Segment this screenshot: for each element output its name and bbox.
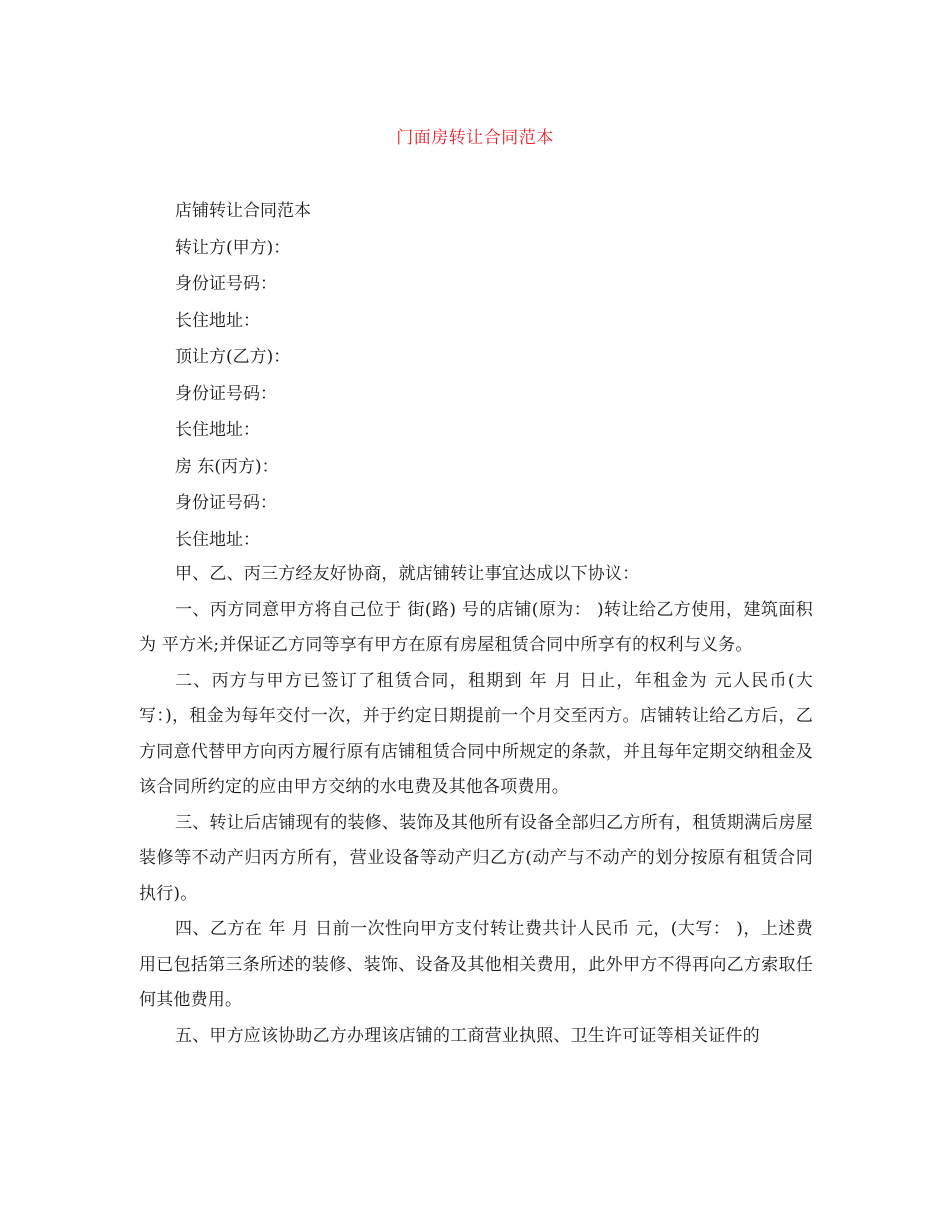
subtitle-line: 店铺转让合同范本 (175, 201, 311, 221)
landlord-id-label: 身份证号码： (175, 493, 277, 513)
clause-2: 二、丙方与甲方已签订了租赁合同，租期到 年 月 日止，年租金为 元人民币(大写：)，租金为每年交付一次，并于约定日期提前一个月交至丙方。店铺转让给乙方后，乙方同意代替甲方向丙方履行原有店铺租赁合同中所规定的条款，并且每年定期交纳租金及该合同所约定的应由甲方交纳的水电费及其他各项费用。 (139, 670, 813, 797)
transferor-label: 转让方(甲方)： (175, 237, 291, 258)
clause-4: 四、乙方在 年 月 日前一次性向甲方支付转让费共计人民币 元，(大写： )，上述费用已包括第三条所述的装修、装饰、设备及其他相关费用，此外甲方不得再向乙方索取任何其他费用。 (139, 919, 813, 1010)
transferor-address-label: 长住地址： (175, 310, 260, 331)
agreement-intro: 甲、乙、丙三方经友好协商，就店铺转让事宜达成以下协议： (175, 564, 640, 584)
landlord-label: 房 东(丙方)： (175, 456, 279, 477)
clause-1: 一、丙方同意甲方将自己位于 街(路) 号的店铺(原为： )转让给乙方使用，建筑面积为 平方米;并保证乙方同等享有甲方在原有房屋租赁合同中所享有的权利与义务。 (139, 599, 813, 655)
document-title: 门面房转让合同范本 (396, 128, 554, 148)
clause-5: 五、甲方应该协助乙方办理该店铺的工商营业执照、卫生许可证等相关证件的 (175, 1025, 760, 1046)
landlord-address-label: 长住地址： (175, 529, 260, 550)
transferor-id-label: 身份证号码： (175, 274, 277, 294)
transferee-id-label: 身份证号码： (175, 383, 277, 404)
clause-3: 三、转让后店铺现有的装修、装饰及其他所有设备全部归乙方所有，租赁期满后房屋装修等不动产归丙方所有，营业设备等动产归乙方(动产与不动产的划分按原有租赁合同执行)。 (139, 812, 813, 904)
transferee-address-label: 长住地址： (175, 420, 260, 440)
contract-body (139, 557, 813, 1054)
party-field-list (175, 193, 311, 558)
transferee-label: 顶让方(乙方)： (175, 347, 291, 367)
